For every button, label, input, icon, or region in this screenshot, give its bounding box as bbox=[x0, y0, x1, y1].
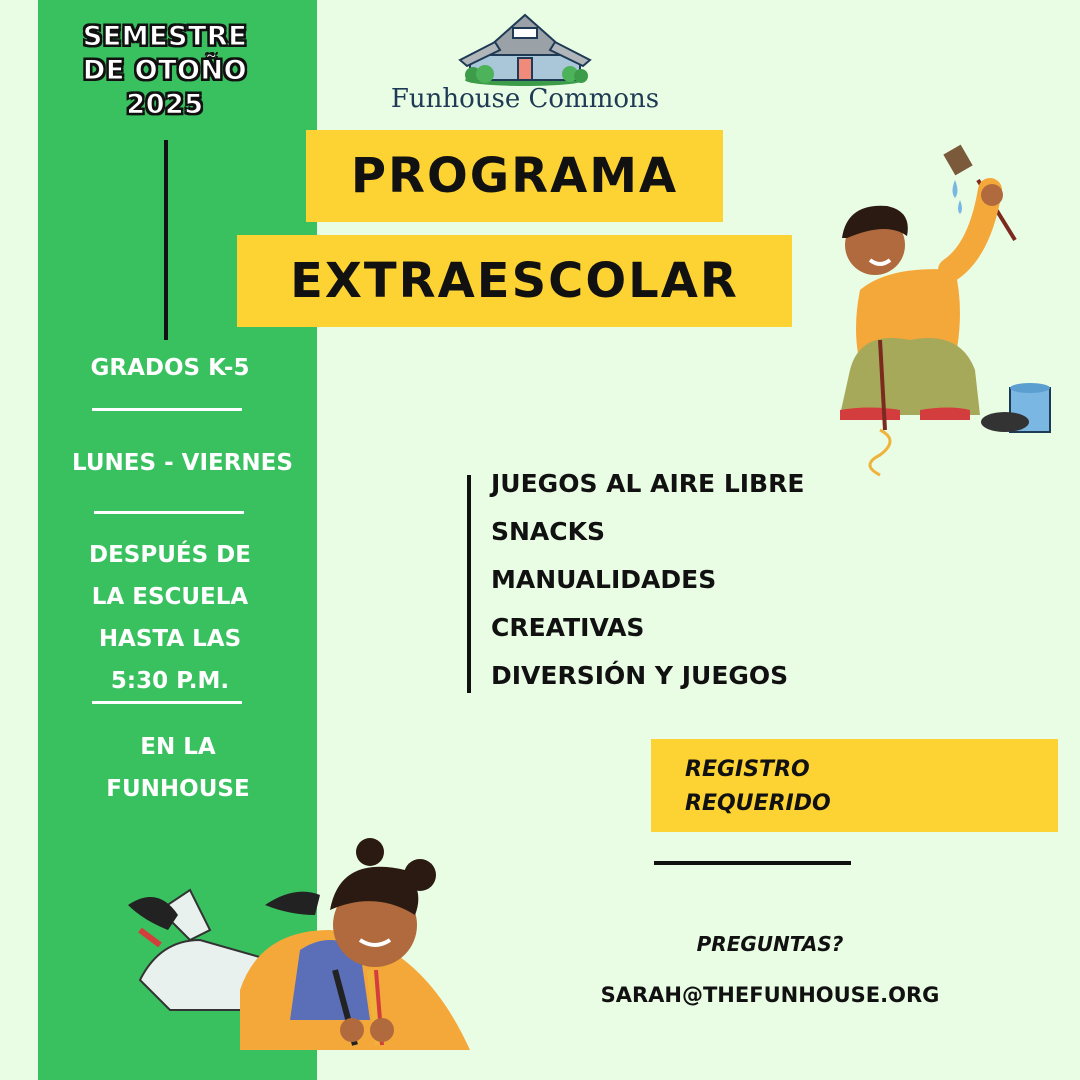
activity-item: DIVERSIÓN Y JUEGOS bbox=[491, 661, 789, 690]
divider bbox=[92, 701, 242, 704]
activity-item: MANUALIDADES bbox=[491, 565, 717, 594]
activity-item: CREATIVAS bbox=[491, 613, 645, 642]
divider bbox=[92, 408, 242, 411]
activities-list bbox=[491, 460, 871, 700]
activity-item: JUEGOS AL AIRE LIBRE bbox=[491, 469, 805, 498]
activity-item: SNACKS bbox=[491, 517, 606, 546]
questions-label: PREGUNTAS? bbox=[696, 932, 844, 956]
registration-box bbox=[651, 739, 1058, 832]
title-line-1: PROGRAMA bbox=[306, 130, 723, 222]
place-label bbox=[60, 726, 296, 810]
divider bbox=[94, 511, 244, 514]
vertical-divider bbox=[164, 140, 168, 340]
days-label: LUNES - VIERNES bbox=[72, 450, 293, 476]
contact-email[interactable]: SARAH@THEFUNHOUSE.ORG bbox=[600, 983, 940, 1007]
hours-line: HASTA LAS bbox=[98, 626, 242, 652]
logo-text: Funhouse Commons bbox=[390, 84, 660, 114]
registration-line: REGISTRO bbox=[685, 757, 810, 782]
drawing-girl-illustration bbox=[120, 830, 480, 1060]
place-line: EN LA bbox=[140, 734, 216, 760]
hours-line: DESPUÉS DE bbox=[89, 542, 251, 568]
semester-year: 2025 bbox=[126, 89, 204, 120]
hours-line: 5:30 P.M. bbox=[110, 668, 230, 694]
painting-boy-illustration bbox=[830, 140, 1060, 480]
registration-underline bbox=[654, 861, 851, 865]
semester-line: DE OTOÑO bbox=[82, 55, 248, 86]
registration-line: REQUERIDO bbox=[685, 791, 831, 816]
hours-line: LA ESCUELA bbox=[91, 584, 249, 610]
hours-label bbox=[60, 534, 280, 702]
activities-bar bbox=[467, 475, 471, 693]
semester-badge bbox=[60, 20, 270, 122]
semester-line: SEMESTRE bbox=[82, 21, 248, 52]
grades-label: GRADOS K-5 bbox=[90, 355, 250, 381]
title-line-2: EXTRAESCOLAR bbox=[237, 235, 792, 327]
place-line: FUNHOUSE bbox=[106, 776, 250, 802]
